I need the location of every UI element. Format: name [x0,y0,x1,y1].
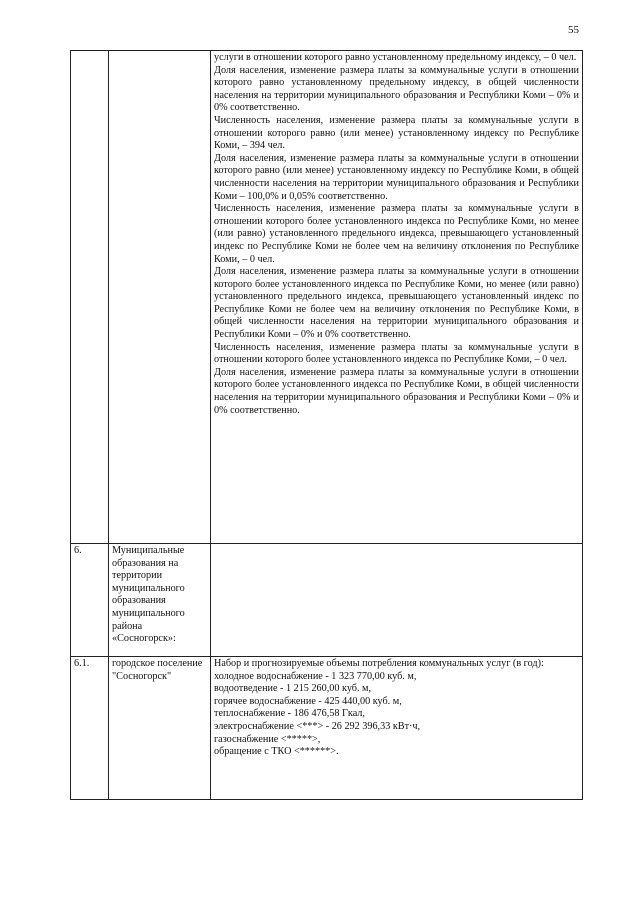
paragraph: Доля населения, изменение размера платы за коммунальные услуги в отношении которого равно установленному предельному индексу, в общей численности населения на территории муниципального образования и Республики Коми – 0% и 0% соответственно. [214,64,579,114]
table-row [71,657,583,800]
volume-line: электроснабжение <***> - 26 292 396,33 кВт·ч, [214,720,421,732]
municipal-services-table [70,50,583,800]
row-number: 6.1. [71,657,109,800]
page-number: 55 [568,24,579,36]
volume-line: холодное водоснабжение - 1 323 770,00 куб. м, [214,670,417,682]
table-row [71,544,583,657]
paragraph: Доля населения, изменение размера платы за коммунальные услуги в отношении которого равно (или менее) установленному индексу по Республике Коми, в общей численности населения на территории муниципального образования и Республики Коми – 100,0% и 0,05% соответственно. [214,152,579,202]
volume-line: обращение с ТКО <******>. [214,746,339,758]
paragraph: услуги в отношении которого равно установленному предельному индексу, – 0 чел. [214,52,577,63]
volume-line: водоотведение - 1 215 260,00 куб. м, [214,683,372,695]
volume-line: горячее водоснабжение - 425 440,00 куб. м, [214,695,402,707]
volume-line: теплоснабжение - 186 476,58 Гкал, [214,708,365,720]
paragraph: Набор и прогнозируемые объемы потребления коммунальных услуг (в год): [214,658,544,669]
row-name: городское поселение "Сосногорск" [109,657,211,800]
row-number: 6. [71,544,109,657]
row-name [109,51,211,544]
row-description [211,51,583,544]
paragraph: Численность населения, изменение размера платы за коммунальные услуги в отношении которого равно (или менее) установленному индексу по Республике Коми, – 394 чел. [214,114,579,152]
row-number [71,51,109,544]
paragraph: Численность населения, изменение размера платы за коммунальные услуги в отношении которого более установленного индекса по Республике Коми, но менее (или равно) установленного предельного индекса, превышающего установленный индекс по Республике Коми не более чем на величину отклонения по Республике Коми, – 0 чел. [214,203,579,265]
paragraph: Доля населения, изменение размера платы за коммунальные услуги в отношении которого более установленного индекса по Республике Коми, в общей численности населения на территории муниципального образования и Республики Коми – 0% и 0% соответственно. [214,366,579,416]
paragraph: Доля населения, изменение размера платы за коммунальные услуги в отношении которого более установленного индекса по Республике Коми, но менее (или равно) установленного предельного индекса, превышающего установленный индекс по Республике Коми не более чем на величину отклонения по Республике Коми, в общей численности населения на территории муниципального образования и Республики Коми – 0% и 0% соответственно. [214,266,579,341]
row-description [211,657,583,800]
table-row [71,51,583,544]
row-name: Муниципальные образования на территории муниципального образования муниципального района «Сосногорск»: [109,544,211,657]
row-description [211,544,583,657]
paragraph: Численность населения, изменение размера платы за коммунальные услуги в отношении которого более установленного индекса по Республике Коми, – 0 чел. [214,341,579,366]
volume-line: газоснабжение <*****>, [214,733,321,745]
